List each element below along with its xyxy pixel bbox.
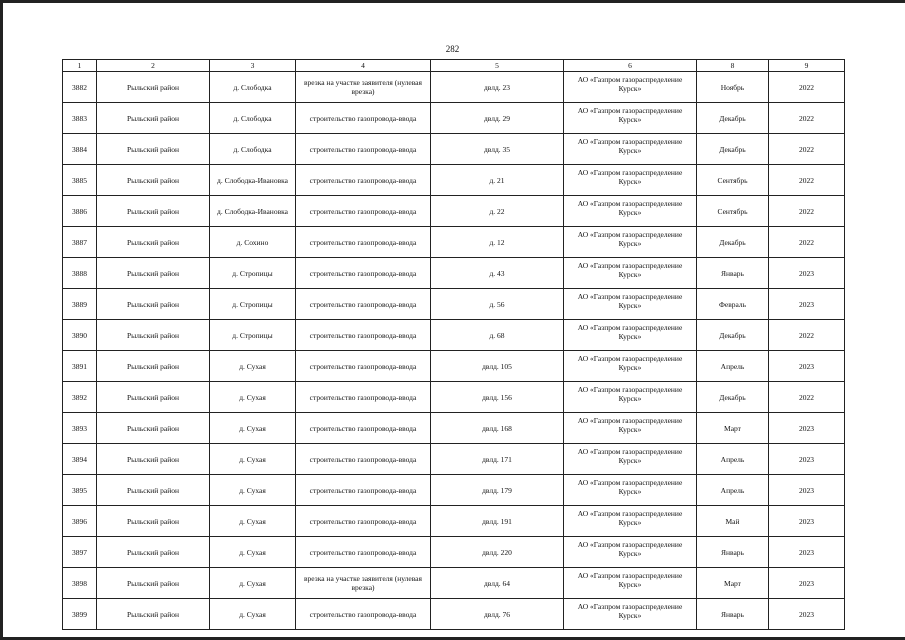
month-cell: Сентябрь <box>697 196 769 227</box>
organization-cell: АО «Газпром газораспределение Курск» <box>564 351 697 382</box>
month-cell: Сентябрь <box>697 165 769 196</box>
table-row <box>63 537 845 568</box>
organization-cell: АО «Газпром газораспределение Курск» <box>564 289 697 320</box>
table-row <box>63 72 845 103</box>
row-number-cell: 3892 <box>63 382 97 413</box>
table-row <box>63 320 845 351</box>
settlement-cell: д. Слободка <box>210 72 296 103</box>
address-cell: двлд. 76 <box>431 599 564 630</box>
month-cell: Декабрь <box>697 320 769 351</box>
work-type-cell: строительство газопровода-ввода <box>296 599 431 630</box>
row-number-cell: 3888 <box>63 258 97 289</box>
district-cell: Рыльский район <box>97 165 210 196</box>
district-cell: Рыльский район <box>97 506 210 537</box>
year-cell: 2023 <box>769 258 845 289</box>
settlement-cell: д. Сухая <box>210 537 296 568</box>
data-table <box>62 59 845 630</box>
month-cell: Декабрь <box>697 103 769 134</box>
organization-cell: АО «Газпром газораспределение Курск» <box>564 134 697 165</box>
address-cell: д. 43 <box>431 258 564 289</box>
settlement-cell: д. Стропицы <box>210 320 296 351</box>
table-row <box>63 382 845 413</box>
organization-cell: АО «Газпром газораспределение Курск» <box>564 258 697 289</box>
row-number-cell: 3896 <box>63 506 97 537</box>
settlement-cell: д. Сухая <box>210 444 296 475</box>
header-row <box>63 60 845 72</box>
address-cell: д. 22 <box>431 196 564 227</box>
address-cell: двлд. 35 <box>431 134 564 165</box>
settlement-cell: д. Сухая <box>210 506 296 537</box>
month-cell: Апрель <box>697 444 769 475</box>
year-cell: 2023 <box>769 351 845 382</box>
month-cell: Январь <box>697 537 769 568</box>
header-cell: 3 <box>210 60 296 72</box>
year-cell: 2023 <box>769 444 845 475</box>
work-type-cell: строительство газопровода-ввода <box>296 196 431 227</box>
work-type-cell: строительство газопровода-ввода <box>296 351 431 382</box>
settlement-cell: д. Сохино <box>210 227 296 258</box>
settlement-cell: д. Слободка <box>210 103 296 134</box>
settlement-cell: д. Сухая <box>210 382 296 413</box>
district-cell: Рыльский район <box>97 103 210 134</box>
district-cell: Рыльский район <box>97 227 210 258</box>
organization-cell: АО «Газпром газораспределение Курск» <box>564 568 697 599</box>
address-cell: двлд. 179 <box>431 475 564 506</box>
address-cell: д. 12 <box>431 227 564 258</box>
district-cell: Рыльский район <box>97 289 210 320</box>
settlement-cell: д. Сухая <box>210 351 296 382</box>
work-type-cell: строительство газопровода-ввода <box>296 258 431 289</box>
organization-cell: АО «Газпром газораспределение Курск» <box>564 382 697 413</box>
month-cell: Апрель <box>697 351 769 382</box>
header-cell: 4 <box>296 60 431 72</box>
row-number-cell: 3898 <box>63 568 97 599</box>
page-number: 282 <box>445 44 460 54</box>
year-cell: 2022 <box>769 320 845 351</box>
district-cell: Рыльский район <box>97 196 210 227</box>
organization-cell: АО «Газпром газораспределение Курск» <box>564 72 697 103</box>
organization-cell: АО «Газпром газораспределение Курск» <box>564 165 697 196</box>
header-cell: 6 <box>564 60 697 72</box>
work-type-cell: строительство газопровода-ввода <box>296 289 431 320</box>
row-number-cell: 3894 <box>63 444 97 475</box>
table-row <box>63 413 845 444</box>
year-cell: 2023 <box>769 413 845 444</box>
work-type-cell: строительство газопровода-ввода <box>296 320 431 351</box>
settlement-cell: д. Сухая <box>210 413 296 444</box>
address-cell: двлд. 168 <box>431 413 564 444</box>
row-number-cell: 3883 <box>63 103 97 134</box>
row-number-cell: 3899 <box>63 599 97 630</box>
district-cell: Рыльский район <box>97 72 210 103</box>
row-number-cell: 3891 <box>63 351 97 382</box>
table-row <box>63 227 845 258</box>
table-row <box>63 289 845 320</box>
work-type-cell: строительство газопровода-ввода <box>296 227 431 258</box>
work-type-cell: строительство газопровода-ввода <box>296 506 431 537</box>
work-type-cell: строительство газопровода-ввода <box>296 537 431 568</box>
year-cell: 2022 <box>769 227 845 258</box>
row-number-cell: 3897 <box>63 537 97 568</box>
month-cell: Март <box>697 413 769 444</box>
page-border-left <box>0 0 3 640</box>
organization-cell: АО «Газпром газораспределение Курск» <box>564 506 697 537</box>
work-type-cell: врезка на участке заявителя (нулевая врезка) <box>296 568 431 599</box>
work-type-cell: строительство газопровода-ввода <box>296 103 431 134</box>
month-cell: Апрель <box>697 475 769 506</box>
row-number-cell: 3884 <box>63 134 97 165</box>
address-cell: двлд. 105 <box>431 351 564 382</box>
table-body <box>63 72 845 630</box>
district-cell: Рыльский район <box>97 382 210 413</box>
address-cell: двлд. 220 <box>431 537 564 568</box>
address-cell: д. 68 <box>431 320 564 351</box>
month-cell: Май <box>697 506 769 537</box>
row-number-cell: 3886 <box>63 196 97 227</box>
year-cell: 2022 <box>769 103 845 134</box>
table-row <box>63 103 845 134</box>
table-row <box>63 568 845 599</box>
address-cell: д. 21 <box>431 165 564 196</box>
month-cell: Декабрь <box>697 134 769 165</box>
work-type-cell: строительство газопровода-ввода <box>296 134 431 165</box>
organization-cell: АО «Газпром газораспределение Курск» <box>564 196 697 227</box>
month-cell: Декабрь <box>697 382 769 413</box>
year-cell: 2023 <box>769 506 845 537</box>
district-cell: Рыльский район <box>97 537 210 568</box>
year-cell: 2022 <box>769 165 845 196</box>
organization-cell: АО «Газпром газораспределение Курск» <box>564 320 697 351</box>
table-header <box>63 60 845 72</box>
organization-cell: АО «Газпром газораспределение Курск» <box>564 475 697 506</box>
row-number-cell: 3890 <box>63 320 97 351</box>
settlement-cell: д. Слободка-Ивановка <box>210 165 296 196</box>
settlement-cell: д. Сухая <box>210 599 296 630</box>
address-cell: двлд. 29 <box>431 103 564 134</box>
table-row <box>63 258 845 289</box>
row-number-cell: 3887 <box>63 227 97 258</box>
header-cell: 1 <box>63 60 97 72</box>
district-cell: Рыльский район <box>97 599 210 630</box>
district-cell: Рыльский район <box>97 568 210 599</box>
header-cell: 2 <box>97 60 210 72</box>
work-type-cell: врезка на участке заявителя (нулевая врезка) <box>296 72 431 103</box>
row-number-cell: 3893 <box>63 413 97 444</box>
address-cell: д. 56 <box>431 289 564 320</box>
organization-cell: АО «Газпром газораспределение Курск» <box>564 599 697 630</box>
address-cell: двлд. 64 <box>431 568 564 599</box>
month-cell: Январь <box>697 258 769 289</box>
district-cell: Рыльский район <box>97 351 210 382</box>
settlement-cell: д. Слободка-Ивановка <box>210 196 296 227</box>
row-number-cell: 3885 <box>63 165 97 196</box>
organization-cell: АО «Газпром газораспределение Курск» <box>564 413 697 444</box>
organization-cell: АО «Газпром газораспределение Курск» <box>564 227 697 258</box>
table-row <box>63 351 845 382</box>
work-type-cell: строительство газопровода-ввода <box>296 413 431 444</box>
year-cell: 2022 <box>769 134 845 165</box>
settlement-cell: д. Стропицы <box>210 258 296 289</box>
district-cell: Рыльский район <box>97 320 210 351</box>
row-number-cell: 3895 <box>63 475 97 506</box>
table-row <box>63 444 845 475</box>
settlement-cell: д. Слободка <box>210 134 296 165</box>
year-cell: 2023 <box>769 568 845 599</box>
work-type-cell: строительство газопровода-ввода <box>296 165 431 196</box>
address-cell: двлд. 171 <box>431 444 564 475</box>
year-cell: 2023 <box>769 289 845 320</box>
table-row <box>63 165 845 196</box>
settlement-cell: д. Сухая <box>210 475 296 506</box>
table-row <box>63 599 845 630</box>
work-type-cell: строительство газопровода-ввода <box>296 475 431 506</box>
work-type-cell: строительство газопровода-ввода <box>296 444 431 475</box>
address-cell: двлд. 156 <box>431 382 564 413</box>
month-cell: Декабрь <box>697 227 769 258</box>
address-cell: двлд. 191 <box>431 506 564 537</box>
year-cell: 2022 <box>769 382 845 413</box>
header-cell: 8 <box>697 60 769 72</box>
year-cell: 2023 <box>769 537 845 568</box>
year-cell: 2023 <box>769 475 845 506</box>
year-cell: 2022 <box>769 72 845 103</box>
district-cell: Рыльский район <box>97 413 210 444</box>
table-row <box>63 506 845 537</box>
organization-cell: АО «Газпром газораспределение Курск» <box>564 103 697 134</box>
address-cell: двлд. 23 <box>431 72 564 103</box>
year-cell: 2022 <box>769 196 845 227</box>
district-cell: Рыльский район <box>97 134 210 165</box>
month-cell: Ноябрь <box>697 72 769 103</box>
header-cell: 5 <box>431 60 564 72</box>
work-type-cell: строительство газопровода-ввода <box>296 382 431 413</box>
settlement-cell: д. Стропицы <box>210 289 296 320</box>
table-row <box>63 475 845 506</box>
table-row <box>63 196 845 227</box>
header-cell: 9 <box>769 60 845 72</box>
organization-cell: АО «Газпром газораспределение Курск» <box>564 537 697 568</box>
settlement-cell: д. Сухая <box>210 568 296 599</box>
district-cell: Рыльский район <box>97 475 210 506</box>
row-number-cell: 3889 <box>63 289 97 320</box>
month-cell: Март <box>697 568 769 599</box>
row-number-cell: 3882 <box>63 72 97 103</box>
table-row <box>63 134 845 165</box>
month-cell: Февраль <box>697 289 769 320</box>
month-cell: Январь <box>697 599 769 630</box>
year-cell: 2023 <box>769 599 845 630</box>
organization-cell: АО «Газпром газораспределение Курск» <box>564 444 697 475</box>
district-cell: Рыльский район <box>97 258 210 289</box>
district-cell: Рыльский район <box>97 444 210 475</box>
page-border-top <box>0 0 905 3</box>
